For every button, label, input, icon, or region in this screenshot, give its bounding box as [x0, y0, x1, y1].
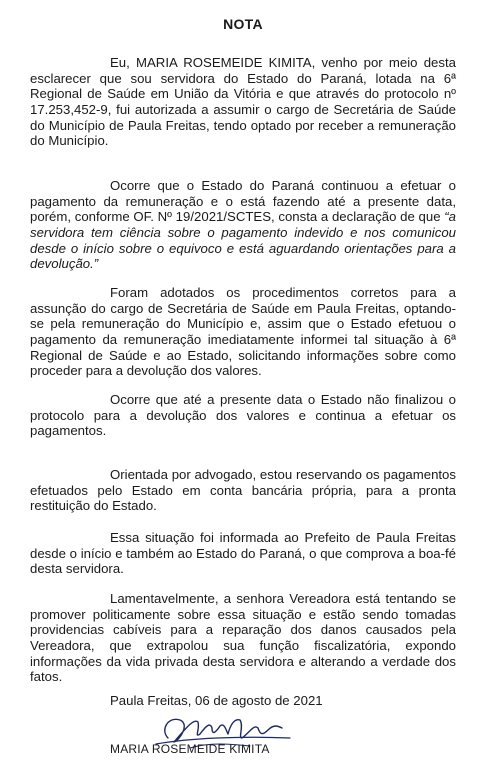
- paragraph-2-quote: “a servidora tem ciência sobre o pagamento indevido e nos comunicou desde o início sobre o equivoco e está aguardando orientações para a devolução.”: [30, 209, 456, 272]
- document-title: NOTA: [223, 16, 263, 32]
- paragraph-1: Eu, MARIA ROSEMEIDE KIMITA, venho por meio desta esclarecer que sou servidora do Estado do Paraná, lotada na 6ª Regional de Saúde em União da Vitória e que através do protocolo nº 17.253,452-9, fui autorizada a assumir o cargo de Secretária de Saúde do Município de Paula Freitas, tendo optado por receber a remuneração do Município.: [30, 55, 456, 149]
- paragraph-7: Lamentavelmente, a senhora Vereadora está tentando se promover politicamente sobre essa situação e estão sendo tomadas providencias cabíveis para a reparação dos danos causados pela Vereadora, que extrapolou sua função fiscalizatória, expondo informações da vida privada desta servidora e alterando a verdade dos fatos.: [30, 591, 456, 685]
- signer-name: MARIA ROSEMEIDE KIMITA: [110, 742, 270, 756]
- paragraph-3: Foram adotados os procedimentos corretos para a assunção do cargo de Secretária de Saúde em Paula Freitas, optando-se pela remuneração do Município e, assim que o Estado efetuou o pagamento da remuneração imediatamente informei tal situação à 6ª Regional de Saúde e ao Estado, solicitando informações sobre como proceder para a devolução dos valores.: [30, 285, 456, 379]
- paragraph-2-text: Ocorre que o Estado do Paraná continuou a efetuar o pagamento da remuneração e o está fazendo até a presente data, porém, conforme OF. Nº 19/2021/SCTES, consta a declaração de que: [30, 178, 456, 225]
- place-and-date: Paula Freitas, 06 de agosto de 2021: [110, 693, 323, 708]
- paragraph-2: [30, 178, 456, 272]
- paragraph-4: Ocorre que até a presente data o Estado não finalizou o protocolo para a devolução dos valores e continua a efetuar os pagamentos.: [30, 392, 456, 439]
- paragraph-6: Essa situação foi informada ao Prefeito de Paula Freitas desde o início e também ao Estado do Paraná, o que comprova a boa-fé desta servidora.: [30, 530, 456, 577]
- paragraph-5: Orientada por advogado, estou reservando os pagamentos efetuados pelo Estado em conta bancária própria, para a pronta restituição do Estado.: [30, 467, 456, 514]
